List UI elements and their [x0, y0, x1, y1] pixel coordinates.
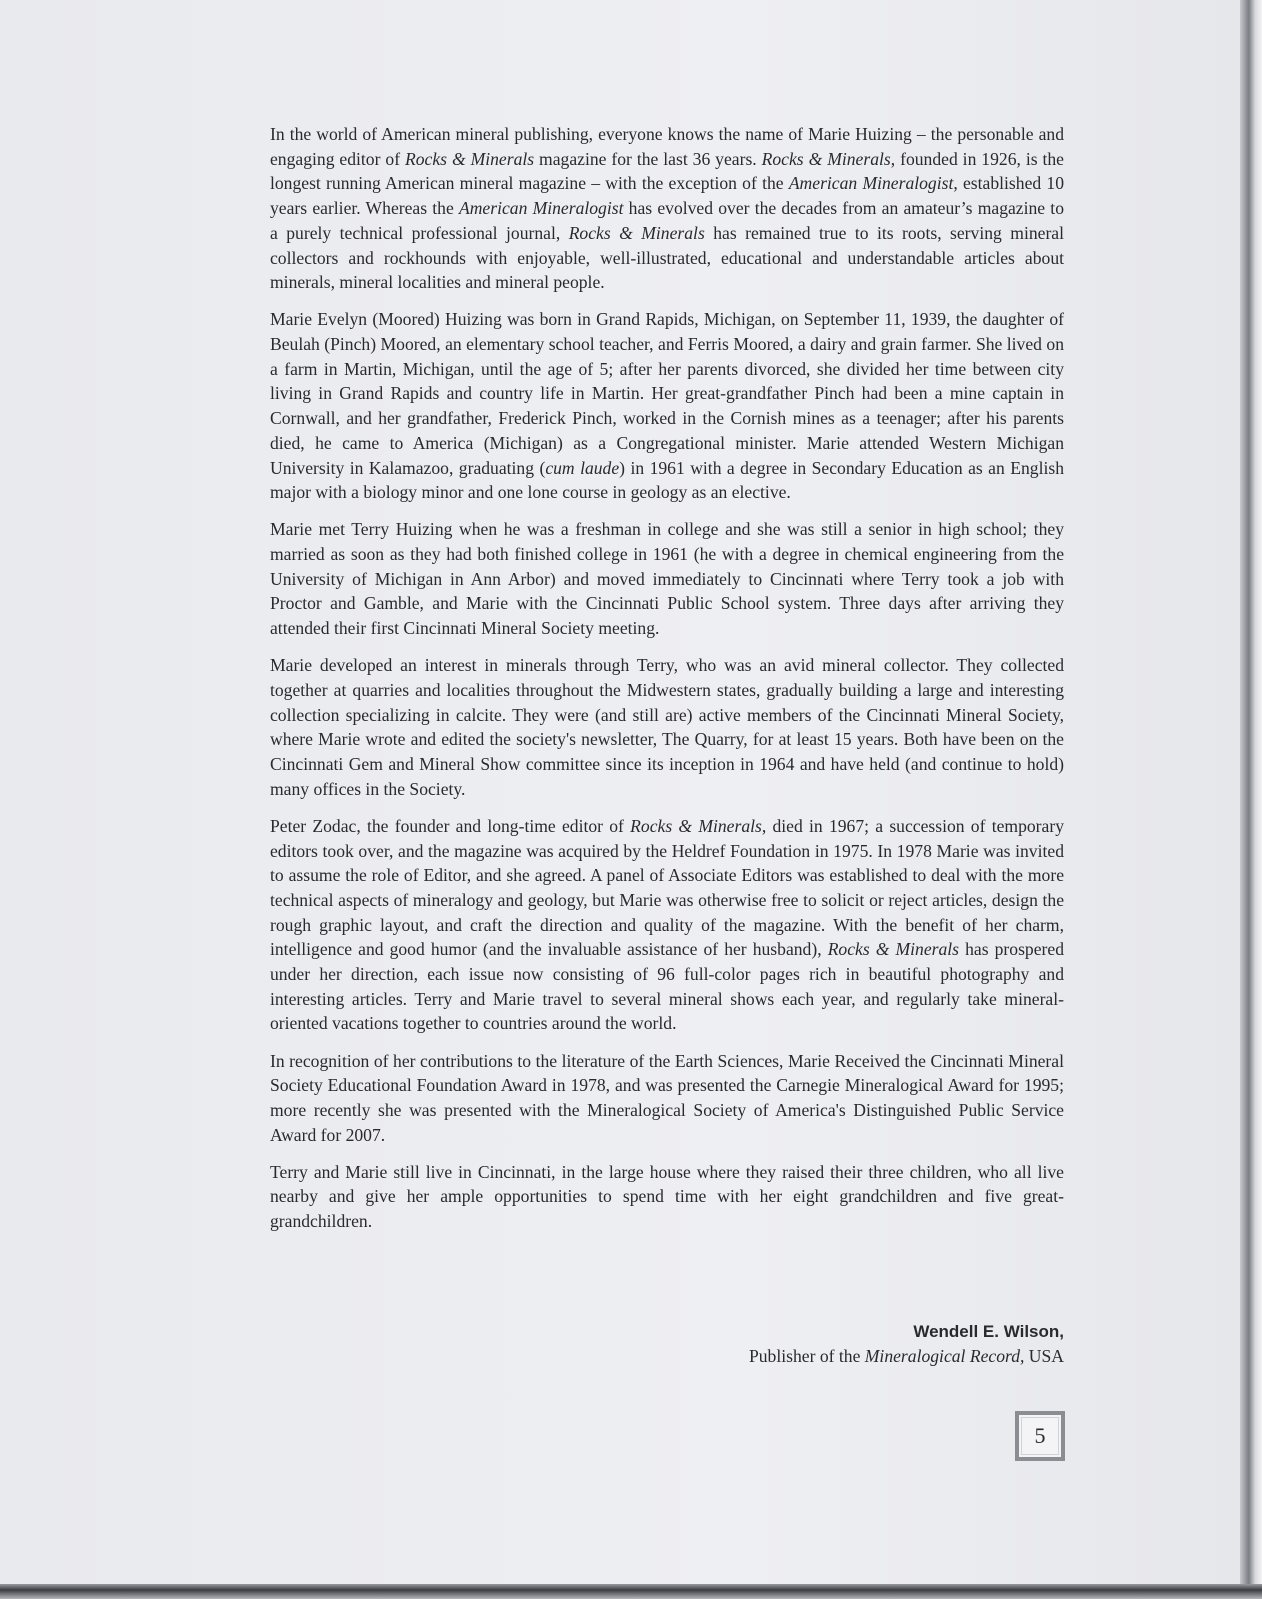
- italic-text-run: Rocks & Minerals: [568, 222, 705, 243]
- text-run: has prospered under her direction, each issue now consisting of 96 full-color pages rich in beautiful photography and interesting articles. Terry and Marie travel to several mineral shows each year, and regularly take mineral-oriented vacations together to countries around the world.: [270, 939, 1064, 1034]
- text-run: , established 10 years earlier. Whereas the: [270, 173, 1065, 219]
- text-run: , died in 1967; a succession of temporary editors took over, and the magazine was acquired by the Heldref Foundation in 1975. In 1978 Marie was invited to assume the role of Editor, and she agreed. A panel of Associate Editors was established to deal with the more technical aspects of mineralogy and geology, but Marie was otherwise free to solicit or reject articles, design the rough graphic layout, and craft the direction and quality of the magazine. With the benefit of her charm, intelligence and good humor (and the invaluable assistance of her husband),: [270, 815, 1065, 960]
- italic-text-run: Rocks & Minerals: [630, 815, 762, 836]
- signature-block: [600, 1320, 1064, 1368]
- paragraph: [270, 653, 1064, 801]
- text-run: has remained true to its roots, serving mineral collectors and rockhounds with enjoyable, well-illustrated, educational and understandable articles about minerals, mineral localities and mineral people.: [270, 222, 1064, 293]
- text-run: In the world of American mineral publishing, everyone knows the name of Marie Huizing – the personable and engaging editor of: [270, 124, 1064, 169]
- author-title-suffix: USA: [1024, 1346, 1064, 1366]
- article-body: [270, 122, 1064, 1246]
- text-run: Marie Evelyn (Moored) Huizing was born in Grand Rapids, Michigan, on September 11, 1939, the daughter of Beulah (Pinch) Moored, an elementary school teacher, and Ferris Moored, a dairy and grain farmer. She lived on a farm in Martin, Michigan, until the age of 5; after her parents divorced, she divided her time between city living in Grand Rapids and country life in Martin. Her great-grandfather Pinch had been a mine captain in Cornwall, and her grandfather, Frederick Pinch, worked in the Cornish mines as a teenager; after his parents died, he came to America (Michigan) as a Congregational minister. Marie attended Western Michigan University in Kalamazoo, graduating (: [270, 309, 1064, 478]
- text-run: Terry and Marie still live in Cincinnati, in the large house where they raised their three children, who all live nearby and give her ample opportunities to spend time with her eight grandchildren and five great-grandchildren.: [270, 1161, 1064, 1232]
- page-number-box: [1015, 1411, 1065, 1461]
- text-run: Peter Zodac, the founder and long-time editor of: [270, 815, 631, 836]
- text-run: Marie developed an interest in minerals through Terry, who was an avid mineral collector. They collected together at quarries and localities throughout the Midwestern states, gradually building a large and interesting collection specializing in calcite. They were (and still are) active members of the Cincinnati Mineral Society, where Marie wrote and edited the society's newsletter, The Quarry, for at least 15 years. Both have been on the Cincinnati Gem and Mineral Show committee since its inception in 1964 and have held (and continue to hold) many offices in the Society.: [270, 655, 1064, 799]
- page-number: 5: [1034, 1423, 1046, 1448]
- paragraph: [270, 814, 1064, 1036]
- author-title-publication: Mineralogical Record,: [864, 1346, 1025, 1366]
- text-run: magazine for the last 36 years.: [534, 148, 762, 169]
- paragraph: [270, 1049, 1064, 1148]
- text-run: In recognition of her contributions to the literature of the Earth Sciences, Marie Received the Cincinnati Mineral Society Educational Foundation Award in 1978, and was presented the Carnegie Mineralogical Award for 1995; more recently she was presented with the Mineralogical Society of America's Distinguished Public Service Award for 2007.: [270, 1050, 1064, 1145]
- italic-text-run: American Mineralogist: [788, 173, 954, 194]
- author-name: Wendell E. Wilson,: [913, 1322, 1064, 1341]
- italic-text-run: American Mineralogist: [458, 198, 624, 219]
- italic-text-run: cum laude: [545, 457, 620, 478]
- paragraph: [270, 307, 1064, 505]
- paragraph: [270, 1160, 1064, 1234]
- italic-text-run: Rocks & Minerals: [761, 148, 891, 169]
- author-title-prefix: Publisher of the: [748, 1346, 865, 1366]
- italic-text-run: Rocks & Minerals: [827, 939, 960, 960]
- text-run: Marie met Terry Huizing when he was a freshman in college and she was still a senior in high school; they married as soon as they had both finished college in 1961 (he with a degree in chemical engineering from the University of Michigan in Ann Arbor) and moved immediately to Cincinnati where Terry took a job with Proctor and Gamble, and Marie with the Cincinnati Public School system. Three days after arriving they attended their first Cincinnati Mineral Society meeting.: [270, 519, 1064, 639]
- author-title: [600, 1344, 1064, 1368]
- text-run: ) in 1961 with a degree in Secondary Education as an English major with a biology minor and one lone course in geology as an elective.: [270, 457, 1064, 503]
- paragraph: [270, 517, 1064, 641]
- paragraph: [270, 122, 1064, 295]
- italic-text-run: Rocks & Minerals: [405, 148, 535, 169]
- page-edge-right: [1240, 0, 1262, 1599]
- text-run: has evolved over the decades from an amateur’s magazine to a purely technical professional journal,: [270, 198, 1064, 243]
- page-edge-bottom: [0, 1584, 1262, 1599]
- text-run: , founded in 1926, is the longest running American mineral magazine – with the exception of the: [270, 148, 1064, 194]
